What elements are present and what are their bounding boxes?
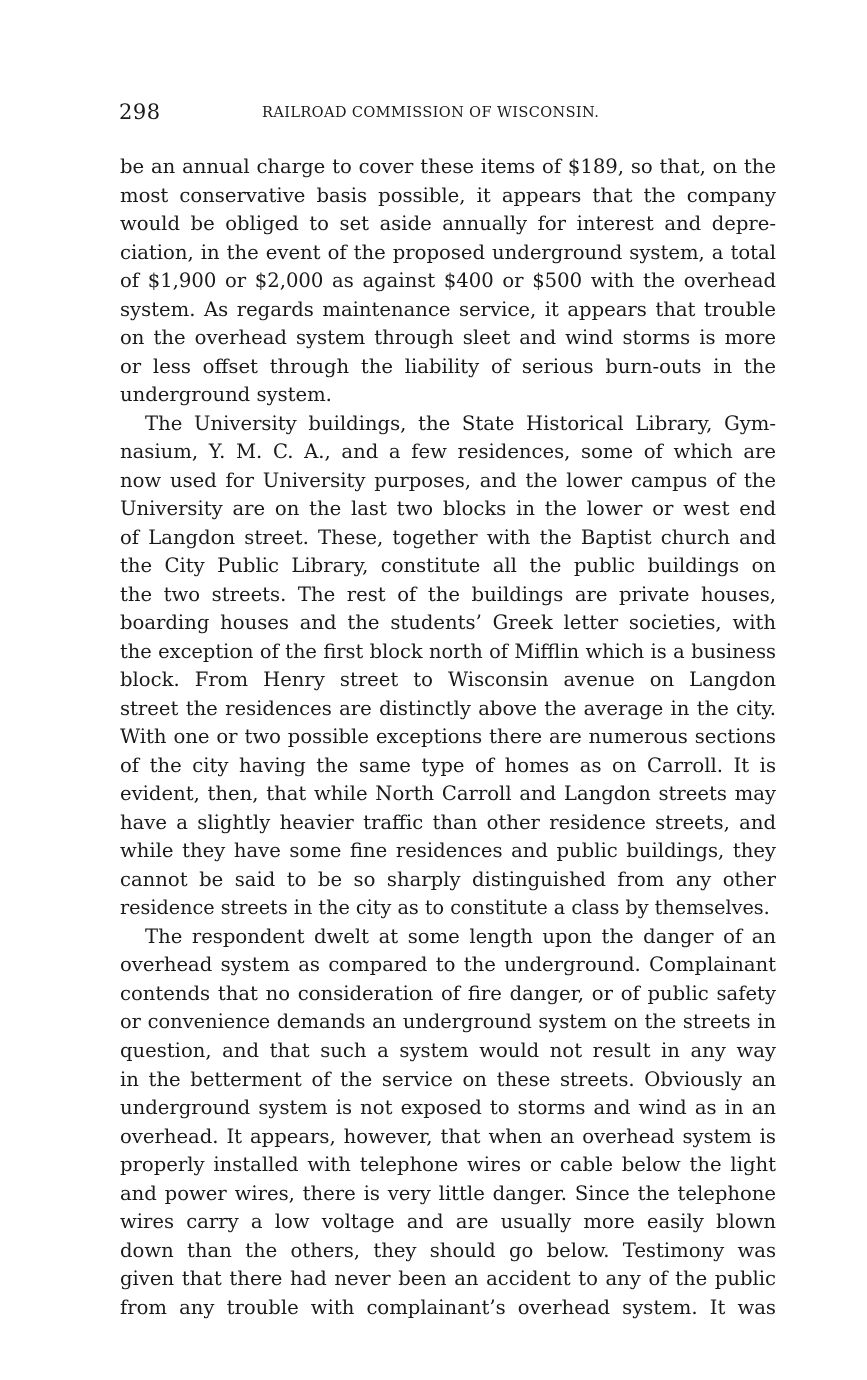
text-line: overhead. It appears, however, that when an overhead system is — [120, 1124, 776, 1148]
text-line: or convenience demands an underground system on the streets in — [120, 1010, 776, 1034]
running-head: RAILROAD COMMISSION OF WISCONSIN. — [262, 105, 600, 121]
text-line: of Langdon street. These, together with the Baptist church and — [120, 525, 776, 549]
text-line: of the city having the same type of homes as on Carroll. It is — [120, 753, 776, 777]
text-line: block. From Henry street to Wisconsin avenue on Langdon — [120, 668, 776, 692]
text-line: the exception of the first block north of Mifflin which is a business — [120, 639, 776, 663]
text-line: residence streets in the city as to constitute a class by themselves. — [120, 896, 770, 920]
text-line: contends that no consideration of fire danger, or of public safety — [120, 981, 776, 1005]
text-line: given that there had never been an accident to any of the public — [120, 1267, 776, 1291]
page-number: 298 — [119, 100, 161, 124]
text-line: down than the others, they should go below. Testimony was — [120, 1238, 776, 1262]
text-line: ciation, in the event of the proposed underground system, a total — [120, 240, 776, 264]
text-line: now used for University purposes, and the lower campus of the — [120, 468, 776, 492]
text-line: evident, then, that while North Carroll and Langdon streets may — [120, 782, 776, 806]
text-line: the City Public Library, constitute all the public buildings on — [120, 554, 776, 578]
text-line: underground system. — [120, 383, 332, 407]
text-line: properly installed with telephone wires or cable below the light — [120, 1153, 776, 1177]
text-line: from any trouble with complainant’s overhead system. It was — [120, 1295, 776, 1319]
text-line: With one or two possible exceptions there are numerous sections — [120, 725, 776, 749]
text-line: system. As regards maintenance service, it appears that trouble — [120, 297, 776, 321]
text-line: overhead system as compared to the underground. Complainant — [120, 953, 776, 977]
text-line: of $1,900 or $2,000 as against $400 or $500 with the overhead — [120, 269, 776, 293]
text-line: street the residences are distinctly above the average in the city. — [120, 696, 776, 720]
text-line: or less offset through the liability of serious burn-outs in the — [120, 354, 776, 378]
text-line: and power wires, there is very little danger. Since the telephone — [120, 1181, 776, 1205]
text-line: most conservative basis possible, it appears that the company — [120, 183, 776, 207]
text-line: cannot be said to be so sharply distinguished from any other — [120, 867, 776, 891]
text-line: The University buildings, the State Historical Library, Gym- — [145, 411, 776, 435]
text-line: while they have some fine residences and public buildings, they — [120, 839, 776, 863]
text-line: be an annual charge to cover these items of $189, so that, on the — [120, 155, 776, 178]
text-line: question, and that such a system would not result in any way — [120, 1038, 776, 1062]
page-header — [119, 98, 776, 126]
text-line: in the betterment of the service on these streets. Obviously an — [120, 1067, 776, 1091]
text-line: wires carry a low voltage and are usually more easily blown — [120, 1210, 776, 1234]
text-line: would be obliged to set aside annually for interest and depre- — [120, 212, 776, 236]
text-line: have a slightly heavier traffic than other residence streets, and — [120, 810, 776, 834]
text-line: underground system is not exposed to storms and wind as in an — [120, 1096, 776, 1120]
text-line: University are on the last two blocks in the lower or west end — [120, 497, 776, 521]
text-line: nasium, Y. M. C. A., and a few residences, some of which are — [120, 440, 776, 464]
body-text — [120, 153, 776, 1322]
text-line: The respondent dwelt at some length upon the danger of an — [145, 924, 776, 948]
text-line: the two streets. The rest of the buildings are private houses, — [120, 582, 776, 606]
text-line: boarding houses and the students’ Greek letter societies, with — [120, 611, 776, 635]
text-line: on the overhead system through sleet and wind storms is more — [120, 326, 776, 350]
